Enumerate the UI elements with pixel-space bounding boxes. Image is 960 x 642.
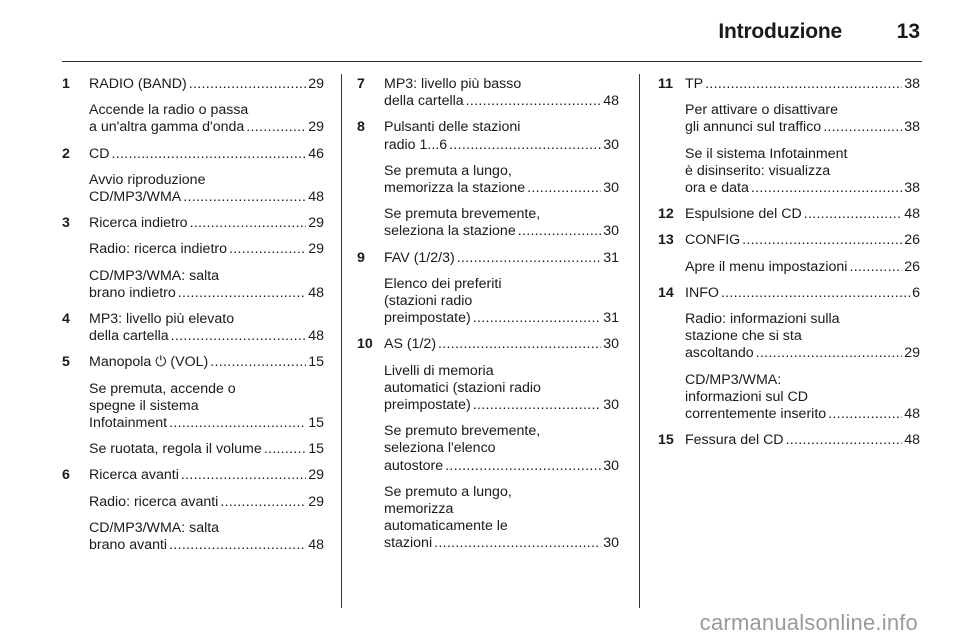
entry-number: 15 (658, 432, 674, 449)
item-label: della cartella (89, 328, 169, 345)
item-text: Elenco dei preferiti (384, 275, 502, 292)
toc-entry (658, 76, 920, 197)
toc-entry (658, 285, 920, 423)
toc-entry (62, 467, 324, 554)
item-text: Per attivare o disattivare (685, 102, 838, 119)
page-reference: 29 (904, 345, 920, 362)
dot-leader (169, 415, 306, 432)
entry-number: 11 (658, 76, 673, 92)
item-reference (384, 223, 619, 240)
entry-number: 13 (658, 232, 674, 249)
toc-item (384, 206, 619, 240)
dot-leader (828, 406, 902, 423)
page-reference: 26 (904, 232, 920, 249)
toc-item (685, 285, 920, 302)
item-reference (685, 406, 920, 423)
item-reference (384, 250, 619, 267)
toc-item (685, 372, 920, 424)
item-label: CD/MP3/WMA (89, 189, 182, 206)
item-reference (384, 310, 619, 327)
item-label: INFO (685, 284, 719, 301)
toc-item (89, 520, 324, 554)
toc-entry (62, 76, 324, 137)
toc-item (384, 250, 619, 267)
entry-number: 12 (658, 206, 674, 223)
page-reference: 29 (308, 119, 324, 136)
item-label: preimpostate) (384, 310, 471, 327)
dot-leader (190, 215, 307, 232)
toc-entry (658, 432, 920, 449)
page-reference: 15 (308, 441, 324, 458)
dot-leader (178, 285, 306, 302)
item-reference (89, 441, 324, 458)
page-reference: 29 (308, 493, 324, 510)
dot-leader (457, 250, 602, 267)
page-reference: 38 (904, 76, 920, 92)
item-reference (384, 180, 619, 197)
item-reference (89, 119, 324, 136)
item-label: radio 1...6 (384, 136, 448, 153)
dot-leader (751, 180, 902, 197)
dot-leader (183, 189, 306, 206)
page-reference: 30 (603, 457, 619, 474)
column-divider (341, 74, 342, 608)
item-reference (685, 259, 920, 276)
item-reference (685, 345, 920, 362)
toc-entry (658, 206, 920, 223)
dot-leader (518, 223, 602, 240)
item-label: della cartella (384, 93, 464, 110)
item-reference (685, 206, 920, 223)
toc-item (685, 102, 920, 136)
item-text: CD/MP3/WMA: salta (89, 519, 220, 536)
dot-leader (220, 494, 306, 511)
page-reference: 30 (603, 535, 619, 552)
item-label: Radio: ricerca indietro (89, 241, 227, 258)
item-label: stazioni (384, 535, 433, 552)
item-label: Fessura del CD (685, 432, 784, 449)
item-text: informazioni sul CD (685, 388, 808, 405)
item-label: memorizza la stazione (384, 180, 526, 197)
item-text: Se premuta, accende o (89, 380, 236, 397)
toc-column-1 (62, 76, 324, 563)
item-text: automaticamente le (384, 518, 508, 535)
item-label: autostore (384, 457, 444, 474)
dot-leader (742, 232, 902, 249)
item-label: TP (685, 76, 704, 92)
toc-item (384, 363, 619, 415)
toc-item (685, 259, 920, 276)
toc-item (89, 215, 324, 232)
toc-item (685, 76, 920, 93)
toc-entry (62, 311, 324, 345)
item-label: Ricerca avanti (89, 467, 179, 484)
item-text: Pulsanti delle stazioni (384, 119, 521, 136)
entry-number: 9 (357, 249, 365, 266)
page-reference: 38 (904, 119, 920, 136)
item-label: correntemente inserito (685, 406, 827, 423)
toc-item (685, 146, 920, 198)
item-reference (685, 285, 920, 302)
page-reference: 48 (603, 93, 619, 110)
page-reference: 48 (308, 284, 324, 301)
item-label: CD (89, 145, 110, 162)
toc-entry (357, 250, 619, 328)
dot-leader (181, 467, 306, 484)
item-text: spegne il sistema (89, 397, 199, 414)
item-reference (384, 397, 619, 414)
item-reference (89, 328, 324, 345)
toc-item (89, 467, 324, 484)
dot-leader (804, 206, 903, 223)
item-text: seleziona l'elenco (384, 440, 496, 457)
dot-leader (527, 180, 601, 197)
item-reference (384, 336, 619, 353)
toc-entry (62, 215, 324, 302)
dot-leader (849, 259, 902, 276)
toc-item (384, 76, 619, 110)
toc-item (89, 268, 324, 302)
dot-leader (264, 441, 307, 458)
page-reference: 48 (308, 328, 324, 345)
item-reference (89, 354, 324, 371)
dot-leader (438, 336, 601, 353)
toc-item (384, 276, 619, 328)
item-text: è disinserito: visualizza (685, 162, 831, 179)
item-text: CD/MP3/WMA: salta (89, 267, 220, 284)
item-reference (89, 415, 324, 432)
item-label: Radio: ricerca avanti (89, 493, 219, 510)
page-reference: 48 (904, 406, 920, 423)
dot-leader (210, 354, 306, 371)
entry-number: 5 (62, 354, 70, 371)
dot-leader (721, 285, 910, 302)
entry-number: 8 (357, 119, 365, 136)
page-reference: 6 (912, 284, 920, 301)
page-reference: 46 (308, 145, 324, 162)
toc-item (89, 354, 324, 371)
page-reference: 15 (308, 354, 324, 371)
dot-leader (246, 119, 306, 136)
page-reference: 15 (308, 415, 324, 432)
item-text: MP3: livello più basso (384, 76, 522, 92)
toc-item (89, 241, 324, 258)
item-reference (685, 432, 920, 449)
toc-item (384, 163, 619, 197)
item-reference (384, 137, 619, 154)
dot-leader (449, 137, 601, 154)
entry-number: 10 (357, 336, 373, 353)
item-label: FAV (1/2/3) (384, 249, 455, 266)
header-rule (62, 61, 922, 62)
toc-item (685, 432, 920, 449)
toc-entry (357, 336, 619, 552)
toc-column-3 (658, 76, 920, 458)
page-reference: 48 (308, 189, 324, 206)
item-label: Se ruotata, regola il volume (89, 441, 262, 458)
dot-leader (823, 119, 902, 136)
item-label: Infotainment (89, 415, 168, 432)
page-number: 13 (896, 20, 920, 43)
item-reference (89, 215, 324, 232)
item-label: ascoltando (685, 345, 754, 362)
item-text: stazione che si sta (685, 328, 802, 345)
item-text: (stazioni radio (384, 293, 473, 310)
entry-number: 1 (62, 76, 70, 92)
item-text: Se premuto a lungo, (384, 483, 512, 500)
entry-number: 6 (62, 467, 70, 484)
item-label: CONFIG (685, 232, 741, 249)
item-label: RADIO (BAND) (89, 76, 187, 92)
page-reference: 38 (904, 180, 920, 197)
dot-leader (445, 458, 601, 475)
page-reference: 29 (308, 241, 324, 258)
page-reference: 30 (603, 397, 619, 414)
toc-item (384, 119, 619, 153)
item-text: Se premuto brevemente, (384, 423, 541, 440)
toc-item (384, 484, 619, 553)
toc-entry (658, 232, 920, 275)
item-label: brano avanti (89, 537, 168, 554)
page-reference: 31 (603, 310, 619, 327)
item-reference (685, 180, 920, 197)
dot-leader (434, 535, 601, 552)
dot-leader (169, 537, 306, 554)
item-reference (89, 467, 324, 484)
toc-item (89, 102, 324, 136)
toc-item (89, 441, 324, 458)
item-reference (89, 494, 324, 511)
page-reference: 48 (904, 432, 920, 449)
item-label: seleziona la stazione (384, 223, 516, 240)
page-reference: 30 (603, 336, 619, 353)
dot-leader (473, 310, 601, 327)
item-text: Livelli di memoria (384, 362, 494, 379)
item-text: memorizza (384, 501, 454, 518)
item-label: gli annunci sul traffico (685, 119, 822, 136)
item-reference (89, 537, 324, 554)
toc-entry (62, 146, 324, 207)
entry-number: 2 (62, 145, 70, 162)
item-reference (685, 232, 920, 249)
entry-number: 7 (357, 76, 365, 92)
item-label: Ricerca indietro (89, 215, 188, 232)
dot-leader (229, 241, 306, 258)
page-reference: 29 (308, 467, 324, 484)
page-reference: 30 (603, 136, 619, 153)
toc-item (89, 146, 324, 163)
item-reference (89, 285, 324, 302)
page-reference: 29 (308, 76, 324, 92)
item-label: ora e data (685, 180, 749, 197)
item-text: Se premuta brevemente, (384, 206, 541, 223)
item-reference (89, 189, 324, 206)
item-label: AS (1/2) (384, 336, 437, 353)
toc-column-2 (357, 76, 619, 562)
page-reference: 29 (308, 215, 324, 232)
toc-item (89, 172, 324, 206)
page-reference: 30 (603, 223, 619, 240)
item-label: Manopola ⏻ (VOL) (89, 354, 209, 371)
page-header (0, 0, 960, 60)
toc-item (685, 206, 920, 223)
dot-leader (466, 93, 602, 110)
item-reference (685, 76, 920, 93)
dot-leader (189, 76, 306, 93)
entry-number: 14 (658, 284, 674, 301)
toc-item (89, 76, 324, 93)
page-reference: 48 (904, 206, 920, 223)
page-reference: 30 (603, 180, 619, 197)
item-reference (685, 119, 920, 136)
item-text: Accende la radio o passa (89, 102, 249, 119)
item-label: brano indietro (89, 284, 176, 301)
item-reference (89, 241, 324, 258)
item-reference (89, 146, 324, 163)
toc-item (89, 494, 324, 511)
dot-leader (756, 345, 903, 362)
dot-leader (112, 146, 307, 163)
dot-leader (786, 432, 903, 449)
item-text: CD/MP3/WMA: (685, 371, 782, 388)
watermark-text: carmanualsonline.info (699, 610, 918, 635)
page-reference: 48 (308, 537, 324, 554)
toc-item (685, 311, 920, 363)
toc-entry (357, 119, 619, 240)
item-reference (384, 458, 619, 475)
toc-item (89, 381, 324, 433)
item-label: a un'altra gamma d'onda (89, 119, 245, 136)
toc-item (685, 232, 920, 249)
page-reference: 31 (603, 249, 619, 266)
item-reference (384, 535, 619, 552)
page-reference: 26 (904, 258, 920, 275)
page-title: Introduzione (718, 20, 842, 43)
item-text: automatici (stazioni radio (384, 379, 541, 396)
item-reference (384, 93, 619, 110)
toc-item (384, 336, 619, 353)
toc-item (384, 423, 619, 475)
item-label: Apre il menu impostazioni (685, 258, 848, 275)
item-text: Radio: informazioni sulla (685, 311, 840, 328)
toc-entry (62, 354, 324, 458)
toc-entry (357, 76, 619, 110)
entry-number: 3 (62, 215, 70, 232)
dot-leader (705, 76, 902, 93)
item-label: preimpostate) (384, 397, 471, 414)
item-text: Avvio riproduzione (89, 171, 206, 188)
dot-leader (473, 397, 601, 414)
column-divider (639, 74, 640, 608)
item-text: MP3: livello più elevato (89, 311, 235, 328)
dot-leader (171, 328, 307, 345)
item-reference (89, 76, 324, 93)
item-text: Se premuta a lungo, (384, 162, 512, 179)
item-label: Espulsione del CD (685, 206, 802, 223)
toc-item (89, 311, 324, 345)
item-text: Se il sistema Infotainment (685, 145, 848, 162)
entry-number: 4 (62, 311, 70, 328)
